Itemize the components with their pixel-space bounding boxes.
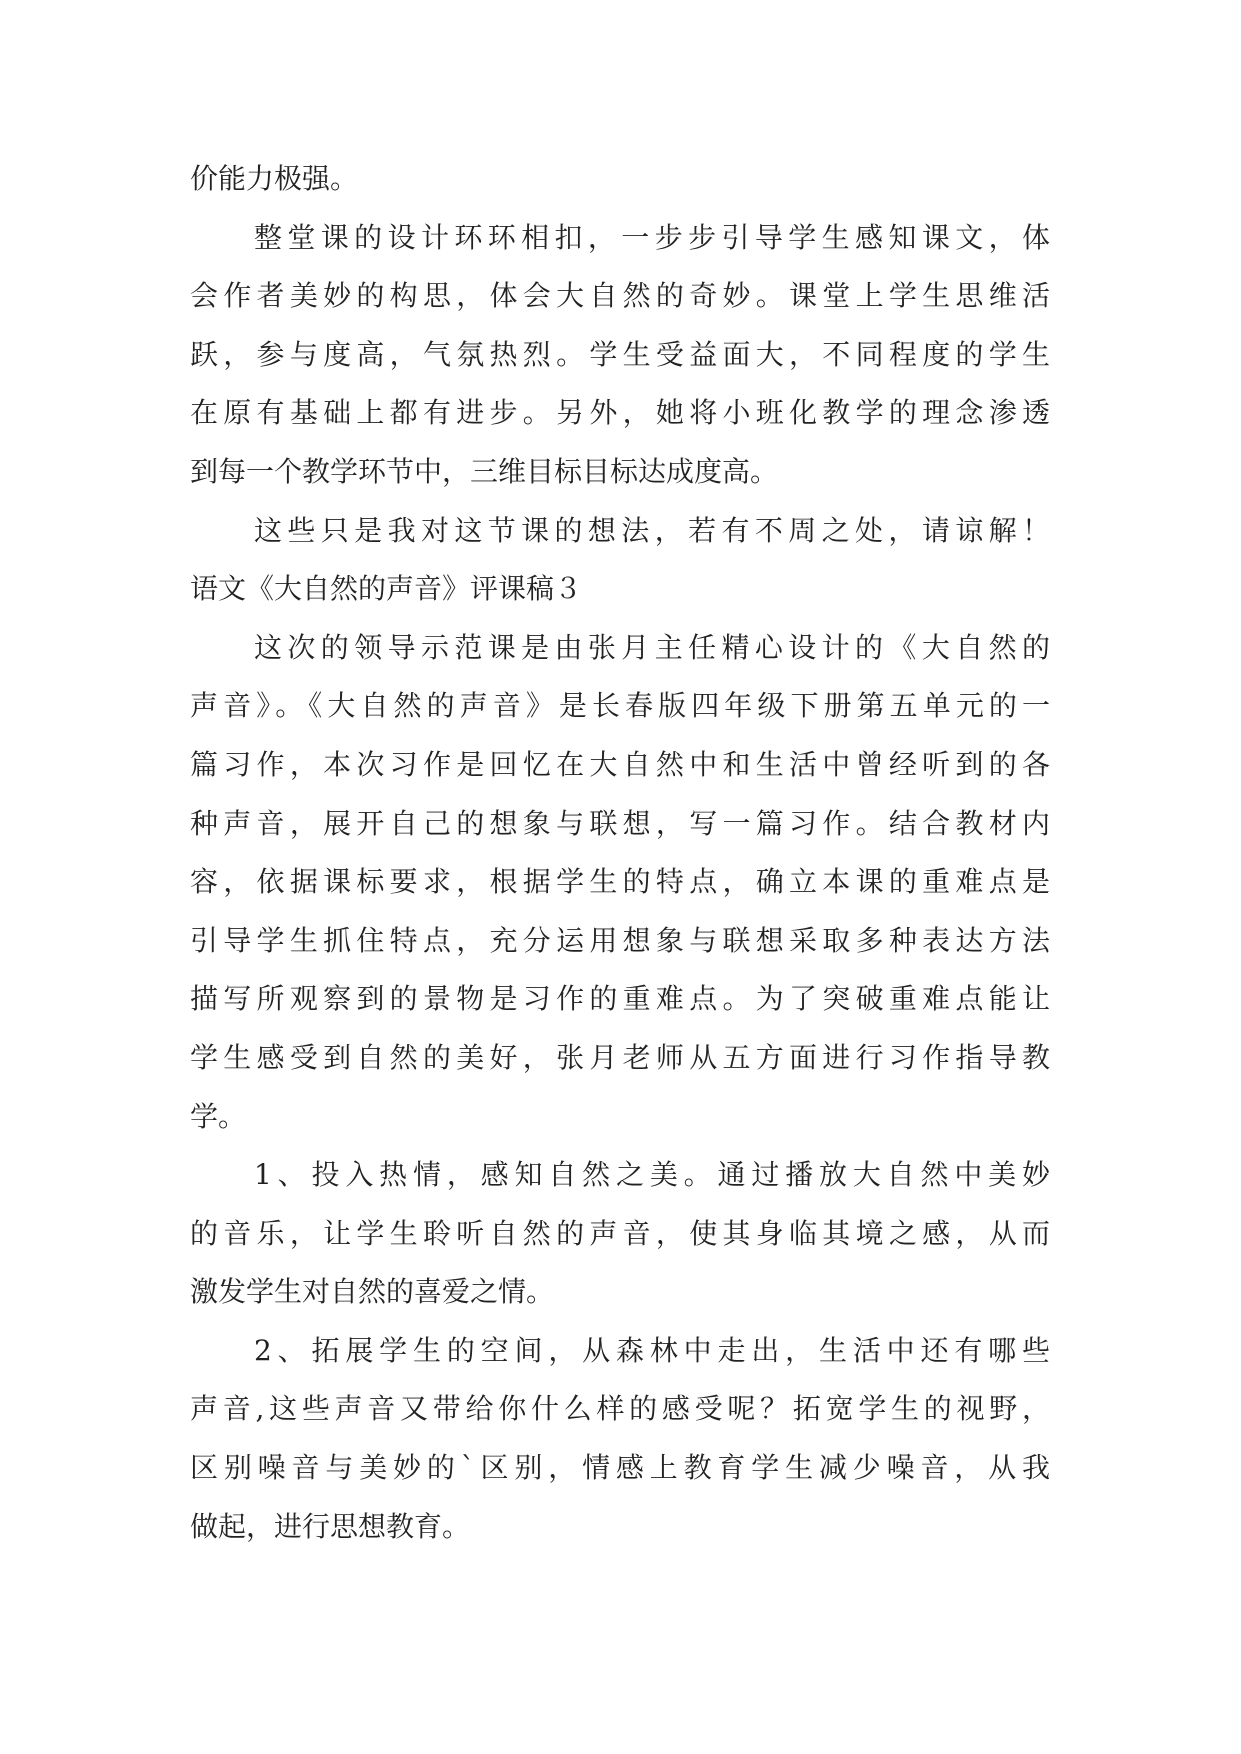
document-page (190, 150, 1050, 1556)
text-line: 声音,这些声音又带给你什么样的感受呢？拓宽学生的视野， (190, 1392, 1050, 1426)
text-line: 价能力极强。 (190, 162, 359, 195)
text-line: 种声音，展开自己的想象与联想，写一篇习作。结合教材内 (190, 806, 1050, 840)
text-line: 学。 (190, 1099, 247, 1133)
text-line: 跃，参与度高，气氛热烈。学生受益面大，不同程度的学生 (190, 337, 1050, 371)
text-line: 的音乐，让学生聆听自然的声音，使其身临其境之感，从而 (190, 1216, 1050, 1250)
text-line: 激发学生对自然的喜爱之情。 (190, 1275, 555, 1309)
text-line: 引导学生抓住特点，充分运用想象与联想采取多种表达方法 (190, 923, 1050, 957)
text-line: 容，依据课标要求，根据学生的特点，确立本课的重难点是 (190, 865, 1050, 899)
text-line: 2、拓展学生的空间，从森林中走出，生活中还有哪些 (254, 1333, 1050, 1367)
text-line: 区别噪音与美妙的`区别，情感上教育学生减少噪音，从我 (190, 1451, 1050, 1485)
text-line: 篇习作，本次习作是回忆在大自然中和生活中曾经听到的各 (190, 747, 1050, 781)
text-line: 这些只是我对这节课的想法，若有不周之处，请谅解！ (254, 513, 1050, 547)
text-line: 1、投入热情，感知自然之美。通过播放大自然中美妙 (254, 1158, 1050, 1192)
text-line: 声音》。《大自然的声音》是长春版四年级下册第五单元的一 (190, 689, 1050, 723)
text-line: 做起，进行思想教育。 (190, 1509, 471, 1543)
text-line: 在原有基础上都有进步。另外，她将小班化教学的理念渗透 (190, 396, 1050, 430)
text-line: 这次的领导示范课是由张月主任精心设计的《大自然的 (254, 630, 1050, 664)
text-line: 整堂课的设计环环相扣，一步步引导学生感知课文，体 (254, 220, 1050, 254)
text-line: 到每一个教学环节中，三维目标目标达成度高。 (190, 454, 779, 488)
text-line: 描写所观察到的景物是习作的重难点。为了突破重难点能让 (190, 982, 1050, 1016)
text-line: 会作者美妙的构思，体会大自然的奇妙。课堂上学生思维活 (190, 279, 1050, 313)
section-heading: 语文《大自然的声音》评课稿３ (190, 572, 583, 606)
text-line: 学生感受到自然的美好，张月老师从五方面进行习作指导教 (190, 1040, 1050, 1074)
